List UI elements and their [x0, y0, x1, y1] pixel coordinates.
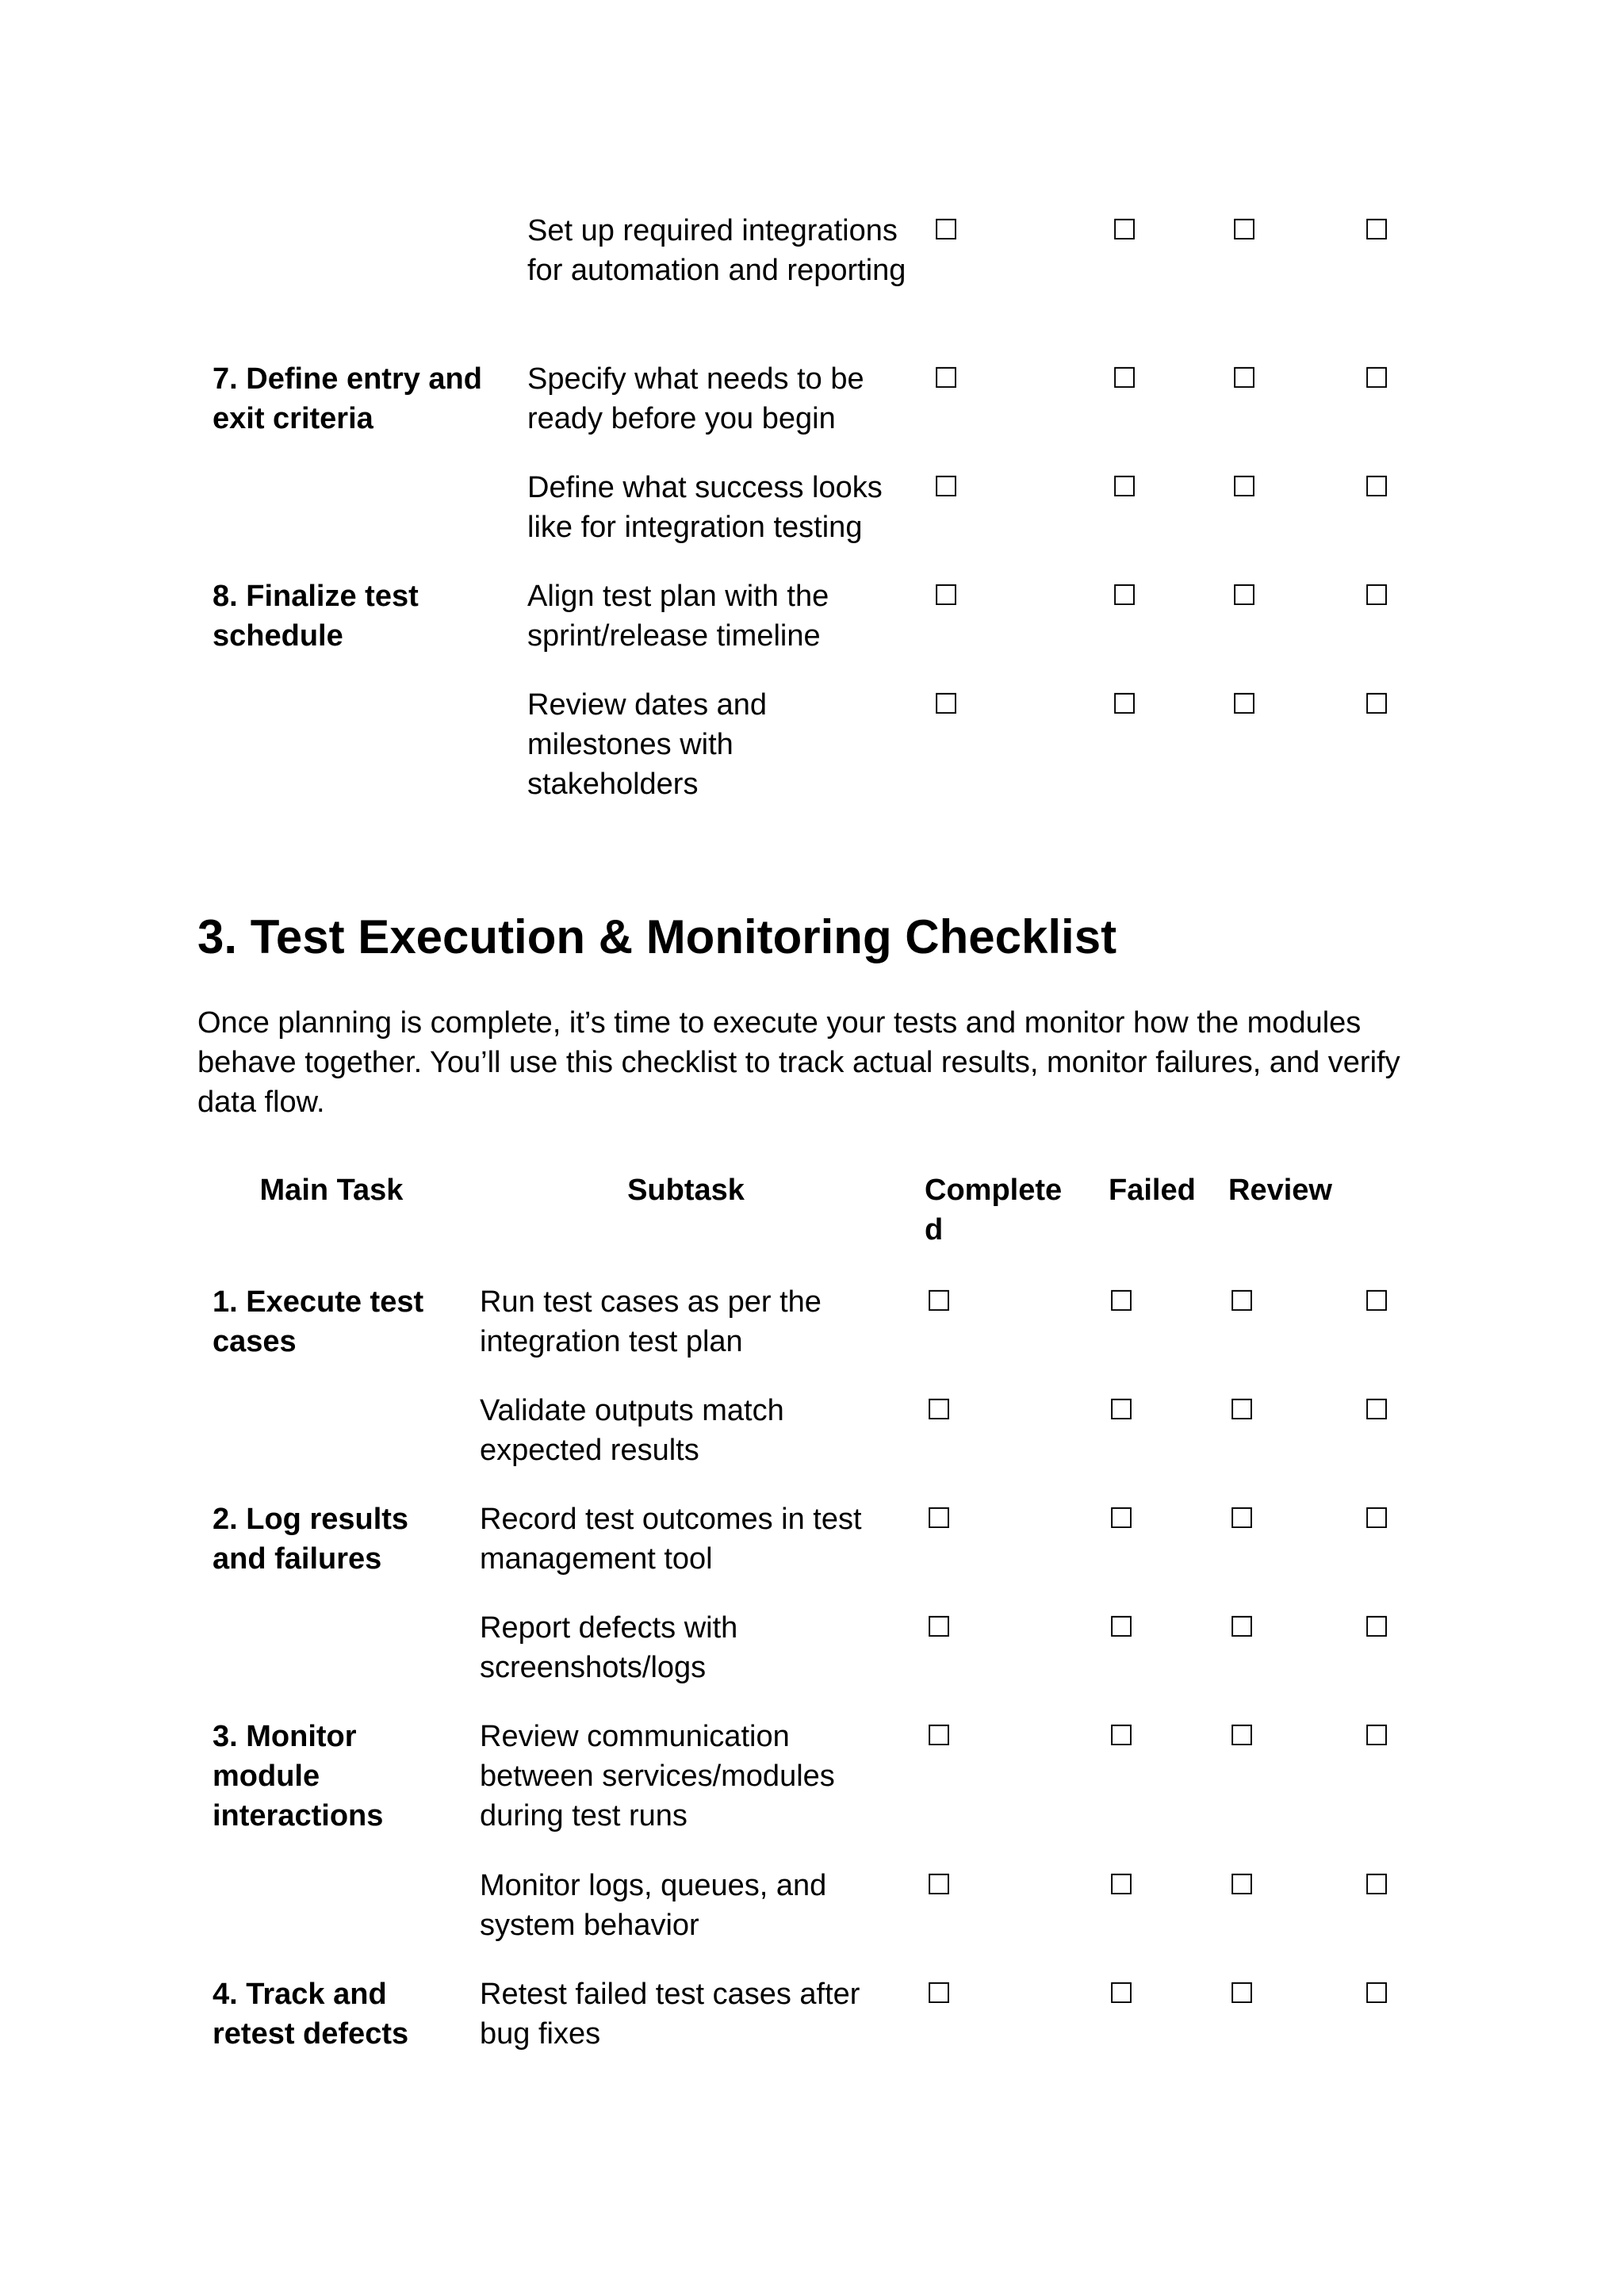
- checkbox[interactable]: ☐: [1109, 1720, 1135, 1752]
- table2-row5-subtask: Review communication between services/modules during test runs: [480, 1720, 835, 1833]
- checkbox[interactable]: ☐: [1109, 1978, 1135, 2010]
- table1-row5-subtask: Review dates and milestones with stakeholders: [527, 688, 768, 801]
- checkbox[interactable]: ☐: [1112, 471, 1138, 504]
- checkbox[interactable]: ☐: [1364, 1720, 1390, 1752]
- header-failed: Failed: [1109, 1174, 1196, 1207]
- section-heading: 3. Test Execution & Monitoring Checklist: [197, 910, 1117, 963]
- table1-row3-subtask: Define what success looks like for integration testing: [527, 471, 883, 544]
- checkbox[interactable]: ☐: [1229, 1611, 1255, 1644]
- table2-row3-main-task: 2. Log results and failures: [213, 1503, 409, 1576]
- checkbox[interactable]: ☐: [1231, 580, 1258, 612]
- checkbox[interactable]: ☐: [926, 1869, 952, 1901]
- checkbox[interactable]: ☐: [926, 1394, 952, 1427]
- table2-row2-subtask: Validate outputs match expected results: [480, 1394, 784, 1467]
- table1-row2-main-task: 7. Define entry and exit criteria: [213, 362, 482, 435]
- checkbox[interactable]: ☐: [926, 1285, 952, 1318]
- checkbox[interactable]: ☐: [1229, 1978, 1255, 2010]
- checkbox[interactable]: ☐: [1364, 214, 1390, 247]
- checkbox[interactable]: ☐: [933, 471, 959, 504]
- checkbox[interactable]: ☐: [1364, 362, 1390, 395]
- table2-row3-subtask: Record test outcomes in test management tool: [480, 1503, 862, 1576]
- checkbox[interactable]: ☐: [1364, 1394, 1390, 1427]
- table2-row1-subtask: Run test cases as per the integration test plan: [480, 1285, 822, 1358]
- checkbox[interactable]: ☐: [1112, 688, 1138, 721]
- checkbox[interactable]: ☐: [1364, 1503, 1390, 1535]
- header-completed: Complete d: [925, 1174, 1063, 1247]
- header-main-task: Main Task: [259, 1174, 404, 1207]
- checkbox[interactable]: ☐: [1109, 1394, 1135, 1427]
- checkbox[interactable]: ☐: [1109, 1611, 1135, 1644]
- table1-row4-main-task: 8. Finalize test schedule: [213, 580, 419, 653]
- checkbox[interactable]: ☐: [926, 1978, 952, 2010]
- checkbox[interactable]: ☐: [1109, 1869, 1135, 1901]
- checkbox[interactable]: ☐: [1231, 362, 1258, 395]
- checkbox[interactable]: ☐: [933, 362, 959, 395]
- checkbox[interactable]: ☐: [933, 688, 959, 721]
- checkbox[interactable]: ☐: [1229, 1394, 1255, 1427]
- checkbox[interactable]: ☐: [926, 1720, 952, 1752]
- checkbox[interactable]: ☐: [1229, 1869, 1255, 1901]
- table2-row7-subtask: Retest failed test cases after bug fixes: [480, 1978, 860, 2051]
- table1-row4-subtask: Align test plan with the sprint/release timeline: [527, 580, 829, 653]
- checkbox[interactable]: ☐: [1231, 214, 1258, 247]
- table2-row6-subtask: Monitor logs, queues, and system behavior: [480, 1869, 827, 1942]
- checkbox[interactable]: ☐: [1112, 214, 1138, 247]
- table1-row2-subtask: Specify what needs to be ready before you begin: [527, 362, 864, 435]
- checkbox[interactable]: ☐: [1109, 1285, 1135, 1318]
- checkbox[interactable]: ☐: [1229, 1285, 1255, 1318]
- table1-row1-subtask: Set up required integrations for automation and reporting: [527, 214, 906, 287]
- checkbox[interactable]: ☐: [1112, 362, 1138, 395]
- section-intro: Once planning is complete, it’s time to execute your tests and monitor how the modules behave together. You’ll use this checklist to track actual results, monitor failures, and verify data flow.: [197, 1006, 1400, 1119]
- table2-row4-subtask: Report defects with screenshots/logs: [480, 1611, 738, 1684]
- checkbox[interactable]: ☐: [933, 580, 959, 612]
- table2-row1-main-task: 1. Execute test cases: [213, 1285, 424, 1358]
- header-review: Review: [1228, 1174, 1332, 1207]
- checkbox[interactable]: ☐: [1109, 1503, 1135, 1535]
- checkbox[interactable]: ☐: [926, 1611, 952, 1644]
- checkbox[interactable]: ☐: [1364, 580, 1390, 612]
- checkbox[interactable]: ☐: [1364, 1285, 1390, 1318]
- checkbox[interactable]: ☐: [1229, 1720, 1255, 1752]
- checkbox[interactable]: ☐: [1364, 688, 1390, 721]
- checkbox[interactable]: ☐: [1229, 1503, 1255, 1535]
- checkbox[interactable]: ☐: [1231, 471, 1258, 504]
- checkbox[interactable]: ☐: [1112, 580, 1138, 612]
- checkbox[interactable]: ☐: [1364, 1869, 1390, 1901]
- header-subtask: Subtask: [627, 1174, 745, 1207]
- checkbox[interactable]: ☐: [926, 1503, 952, 1535]
- checkbox[interactable]: ☐: [1364, 471, 1390, 504]
- checkbox[interactable]: ☐: [1364, 1978, 1390, 2010]
- table2-row7-main-task: 4. Track and retest defects: [213, 1978, 409, 2051]
- table2-row5-main-task: 3. Monitor module interactions: [213, 1720, 384, 1833]
- checkbox[interactable]: ☐: [1231, 688, 1258, 721]
- checkbox[interactable]: ☐: [933, 214, 959, 247]
- checkbox[interactable]: ☐: [1364, 1611, 1390, 1644]
